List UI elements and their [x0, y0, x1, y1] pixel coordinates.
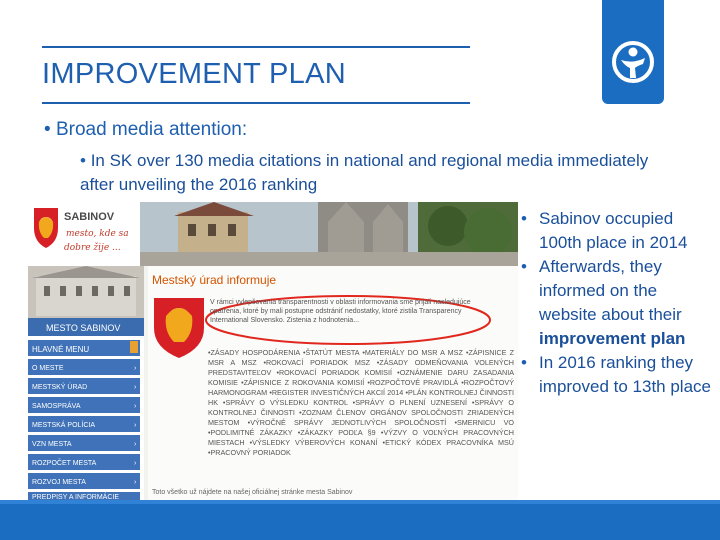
slide-title: IMPROVEMENT PLAN: [42, 58, 346, 90]
svg-text:›: ›: [134, 460, 137, 467]
improvement-plan-bold: improvement plan: [539, 329, 686, 348]
website-menu: [28, 359, 140, 500]
bullet-2-text: In SK over 130 media citations in national and regional media immediately after unveiling the 2016 ranking: [80, 151, 649, 194]
footer-bar: [0, 500, 720, 540]
website-logo-text: SABINOV: [64, 211, 115, 223]
bullet-level-2: • In SK over 130 media citations in national and regional media immediately after unveiling the 2016 ranking: [80, 151, 649, 194]
menu-item-rozpocet-mesta: ROZPOČET MESTA: [32, 460, 97, 467]
bullet-level-1: • Broad media attention:: [44, 119, 248, 140]
svg-text:›: ›: [134, 403, 137, 410]
right-bullets: [521, 207, 711, 399]
svg-text:›: ›: [134, 422, 137, 429]
city-label: MESTO SABINOV: [46, 323, 121, 333]
title-rule-bottom: [42, 102, 470, 104]
menu-item-predpisy: PREDPISY A INFORMÁCIE: [32, 494, 120, 500]
bullet-1-text: Broad media attention:: [55, 119, 248, 140]
main-menu-label: HLAVNÉ MENU: [32, 345, 90, 354]
brand-logo-tab: [602, 0, 664, 104]
slogan-line-1: mesto, kde sa: [66, 229, 129, 239]
website-screenshot: [28, 202, 518, 500]
menu-item-vzn-mesta: VZN MESTA: [32, 441, 72, 448]
transparency-international-icon: [611, 40, 655, 84]
footer-strip: [0, 500, 720, 504]
right-bullet-2: • Afterwards, they informed on the website about their improvement plan: [521, 257, 686, 348]
menu-item-rozvoj-mesta: ROZVOJ MESTA: [32, 479, 86, 486]
slogan-line-2: dobre žije ...: [64, 243, 121, 253]
svg-text:›: ›: [134, 441, 137, 448]
right-bullet-3: • In 2016 ranking they improved to 13th place: [521, 353, 711, 396]
title-rule-top: [42, 46, 470, 48]
notice-text: V rámci vylepšovania transparentnosti v oblasti informovania sme prijali nasledujúce opatrenia, ktoré by mali postupne odstrániť nedostatky, ktoré zistila Transparency International Slovensko. Zistenia z hodnotenia...: [210, 299, 471, 324]
content-heading: Mestský úrad informuje: [152, 273, 277, 287]
menu-item-o-meste: O MESTE: [32, 365, 64, 372]
svg-text:›: ›: [134, 479, 137, 486]
menu-item-samosprava: SAMOSPRÁVA: [32, 403, 81, 410]
footer-note: Toto všetko už nájdete na našej oficiálnej stránke mesta Sabinov: [152, 489, 353, 496]
svg-text:›: ›: [134, 365, 137, 372]
document-list-text: •ZÁSADY HOSPODÁRENIA •ŠTATÚT MESTA •MATERIÁLY DO MSR A MSZ •ZÁPISNICE Z MSR A MSZ •ROKOVACÍ PORIADOK MSZ •ZÁSADY ODMEŇOVANIA VOLENÝCH PREDSTAVITEĽOV •ROKOVACÍ PORIADOK KOMISIÍ •OZNÁMENIE DARU ZASADANIA KOMISIE •ZÁPISNICE Z ROKOVANIA KOMISIÍ •ROZPOČTOVÉ PRAVIDLÁ •ROZPOČTOVÝ HARMONOGRAM •REGISTER INVESTIČNÝCH AKCIÍ 2014 •PLÁN KONTROLNEJ ČINNOSTI HK •SPRÁVY O VÝSLEDKU KONTROL •SPRÁVY O PLNENÍ UZNESENÍ •SPRÁVY O KONTROLNEJ ČINNOSTI •ZOZNAM ČLENOV ORGÁNOV SPOLOČNOSTI ZRIADENÝCH MESTOM •VÝROČNÉ SPRÁVY JEDNOTLIVÝCH SPOLOČNOSTÍ •SMERNICU VO •PODLIMITNÉ ZÁKAZKY •ZÁKAZKY PODĽA §9 •VÝZVY O VOĽNÝCH PRACOVNÝCH MIESTACH •VÝSLEDKY VÝBEROVÝCH KONANÍ •ETICKÝ KÓDEX PRACOVNÍKA MSÚ •PRACOVNÝ PORIADOK: [208, 348, 514, 457]
right-bullet-1: • Sabinov occupied 100th place in 2014: [521, 209, 688, 252]
menu-item-mestska-policia: MESTSKÁ POLÍCIA: [32, 422, 96, 429]
svg-text:›: ›: [134, 384, 137, 391]
menu-item-mestsky-urad: MESTSKÝ ÚRAD: [32, 384, 88, 391]
